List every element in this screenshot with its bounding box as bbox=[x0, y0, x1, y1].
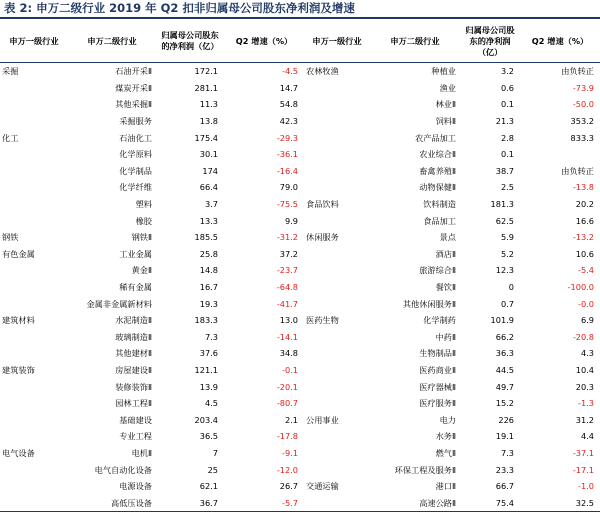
cell-l1-left bbox=[0, 478, 68, 495]
table-row bbox=[0, 445, 600, 462]
cell-l1-right bbox=[304, 395, 370, 412]
table-row bbox=[0, 196, 600, 213]
header-growth-left: Q2 增速（%） bbox=[224, 20, 304, 63]
cell-profit-right: 0.6 bbox=[500, 82, 514, 93]
cell-l1-left bbox=[0, 212, 68, 229]
cell-profit-right: 0.1 bbox=[500, 99, 514, 110]
industry-profit-table bbox=[0, 20, 600, 512]
cell-l2-right: 酒店Ⅱ bbox=[435, 248, 456, 259]
cell-l2-left: 装修装饰Ⅱ bbox=[115, 381, 152, 392]
cell-l1-right bbox=[304, 428, 370, 445]
cell-profit-left: 66.4 bbox=[199, 182, 218, 193]
cell-l1-left bbox=[0, 378, 68, 395]
cell-profit-left: 172.1 bbox=[194, 66, 218, 77]
cell-l2-left: 黄金Ⅱ bbox=[131, 265, 152, 276]
cell-l2-left: 金属非金属新材料 bbox=[86, 298, 152, 309]
cell-l1-right bbox=[304, 212, 370, 229]
cell-profit-left: 13.3 bbox=[199, 215, 218, 226]
table-row bbox=[0, 129, 600, 146]
header-l2-right: 申万二级行业 bbox=[370, 20, 460, 63]
cell-growth-right: -17.1 bbox=[572, 464, 594, 475]
cell-l1-right bbox=[304, 262, 370, 279]
cell-profit-left: 7.3 bbox=[204, 331, 218, 342]
cell-l1-left bbox=[0, 80, 68, 97]
cell-l2-left: 其他采掘Ⅱ bbox=[115, 99, 152, 110]
cell-growth-right: -100.0 bbox=[567, 282, 594, 293]
cell-l2-left: 房屋建设Ⅱ bbox=[115, 364, 152, 375]
cell-profit-left: 7 bbox=[212, 447, 218, 458]
cell-growth-left: -5.7 bbox=[224, 494, 304, 511]
cell-profit-left: 37.6 bbox=[199, 348, 218, 359]
cell-profit-right: 15.2 bbox=[495, 398, 514, 409]
cell-growth-left: 42.3 bbox=[279, 116, 298, 127]
cell-l1-right bbox=[304, 494, 370, 511]
cell-profit-right: 0 bbox=[508, 282, 514, 293]
cell-l2-left: 石油化工 bbox=[119, 132, 152, 143]
cell-profit-right: 2.5 bbox=[500, 182, 514, 193]
table-row bbox=[0, 478, 600, 495]
cell-l2-left: 钢铁Ⅱ bbox=[131, 232, 152, 243]
header-l2-left: 申万二级行业 bbox=[68, 20, 156, 63]
cell-growth-left: -16.4 bbox=[276, 165, 298, 176]
cell-l2-left: 基础建设 bbox=[119, 414, 152, 425]
cell-l1-right: 休闲服务 bbox=[306, 232, 339, 243]
cell-l2-left: 橡胶 bbox=[135, 215, 152, 226]
cell-profit-left: 25 bbox=[207, 464, 218, 475]
cell-l1-left bbox=[0, 163, 68, 180]
cell-profit-right: 5.9 bbox=[500, 232, 514, 243]
table-row bbox=[0, 329, 600, 346]
cell-l1-left bbox=[0, 345, 68, 362]
cell-growth-left: -29.3 bbox=[276, 132, 298, 143]
cell-profit-left: 3.7 bbox=[204, 199, 218, 210]
cell-l2-left: 工业金属 bbox=[119, 248, 152, 259]
cell-l2-left: 玻璃制造Ⅱ bbox=[115, 331, 152, 342]
table-row bbox=[0, 246, 600, 263]
cell-l1-left: 钢铁 bbox=[2, 232, 19, 243]
cell-profit-left: 185.5 bbox=[194, 232, 218, 243]
cell-l2-left: 电气自动化设备 bbox=[94, 464, 152, 475]
cell-profit-left: 36.5 bbox=[199, 431, 218, 442]
cell-l2-right: 电力 bbox=[439, 414, 456, 425]
cell-growth-left: 54.8 bbox=[279, 99, 298, 110]
cell-profit-right: 226 bbox=[498, 414, 514, 425]
cell-growth-left: 14.7 bbox=[279, 82, 298, 93]
cell-l2-left: 煤炭开采Ⅱ bbox=[115, 82, 152, 93]
table-row bbox=[0, 163, 600, 180]
cell-profit-right: 7.3 bbox=[500, 447, 514, 458]
cell-profit-left: 203.4 bbox=[194, 414, 218, 425]
cell-l2-right: 林业Ⅱ bbox=[435, 99, 456, 110]
cell-profit-left: 30.1 bbox=[199, 149, 218, 160]
cell-l1-right: 食品饮料 bbox=[306, 199, 339, 210]
cell-l1-left bbox=[0, 146, 68, 163]
cell-profit-right: 36.3 bbox=[495, 348, 514, 359]
cell-growth-right: 32.5 bbox=[520, 494, 600, 511]
cell-growth-right: 10.6 bbox=[575, 248, 594, 259]
cell-l2-right: 水务Ⅱ bbox=[435, 431, 456, 442]
cell-l1-right bbox=[304, 279, 370, 296]
cell-growth-right: 31.2 bbox=[575, 414, 594, 425]
cell-profit-left: 175.4 bbox=[194, 132, 218, 143]
cell-profit-left: 11.3 bbox=[199, 99, 218, 110]
cell-l2-right: 港口Ⅱ bbox=[435, 481, 456, 492]
cell-l1-right bbox=[304, 129, 370, 146]
cell-growth-left: -80.7 bbox=[276, 398, 298, 409]
cell-profit-right: 0.1 bbox=[500, 149, 514, 160]
cell-l1-left bbox=[0, 494, 68, 511]
cell-growth-right: -73.9 bbox=[572, 82, 594, 93]
cell-l1-right bbox=[304, 96, 370, 113]
cell-l1-left: 化工 bbox=[2, 132, 19, 143]
table-row bbox=[0, 378, 600, 395]
cell-l2-right: 旅游综合Ⅱ bbox=[419, 265, 456, 276]
cell-l1-right: 交通运输 bbox=[306, 481, 339, 492]
cell-profit-left: 19.3 bbox=[199, 298, 218, 309]
cell-profit-right: 181.3 bbox=[490, 199, 514, 210]
cell-profit-right: 23.3 bbox=[495, 464, 514, 475]
cell-l1-left: 采掘 bbox=[2, 66, 19, 77]
cell-growth-right: -37.1 bbox=[572, 447, 594, 458]
cell-profit-left: 13.8 bbox=[199, 116, 218, 127]
table-title: 表 2: 申万二级行业 2019 年 Q2 扣非归属母公司股东净利润及增速 bbox=[4, 1, 355, 15]
table-row bbox=[0, 113, 600, 130]
table-row bbox=[0, 312, 600, 329]
cell-growth-left: -20.1 bbox=[276, 381, 298, 392]
cell-growth-left: -14.1 bbox=[276, 331, 298, 342]
cell-l2-right: 农业综合Ⅱ bbox=[419, 149, 456, 160]
cell-l1-left: 电气设备 bbox=[2, 447, 35, 458]
cell-profit-right: 0.7 bbox=[500, 298, 514, 309]
cell-profit-right: 19.1 bbox=[495, 431, 514, 442]
cell-profit-right: 38.7 bbox=[495, 165, 514, 176]
cell-l2-left: 其他建材Ⅱ bbox=[115, 348, 152, 359]
cell-l2-right: 生物制品Ⅱ bbox=[419, 348, 456, 359]
cell-l1-right bbox=[304, 179, 370, 196]
cell-l2-left: 采掘服务 bbox=[119, 116, 152, 127]
cell-l2-left: 化学原料 bbox=[119, 149, 152, 160]
cell-l1-right bbox=[304, 295, 370, 312]
cell-l1-left bbox=[0, 461, 68, 478]
cell-growth-left: -31.2 bbox=[276, 232, 298, 243]
table-row bbox=[0, 395, 600, 412]
cell-l2-right: 渔业 bbox=[439, 82, 456, 93]
cell-growth-left: -64.8 bbox=[276, 282, 298, 293]
cell-growth-right: -20.8 bbox=[572, 331, 594, 342]
cell-growth-right: 20.3 bbox=[575, 381, 594, 392]
header-l1-left: 申万一级行业 bbox=[0, 20, 68, 63]
cell-l1-right bbox=[304, 146, 370, 163]
table-row bbox=[0, 295, 600, 312]
cell-l2-left: 电机Ⅱ bbox=[131, 447, 152, 458]
cell-l2-right: 食品加工 bbox=[423, 215, 456, 226]
cell-growth-left: -4.5 bbox=[282, 66, 298, 77]
cell-profit-right: 66.7 bbox=[495, 481, 514, 492]
cell-l1-left bbox=[0, 295, 68, 312]
cell-growth-right: -50.0 bbox=[572, 99, 594, 110]
cell-growth-right: 16.6 bbox=[575, 215, 594, 226]
cell-growth-left: 37.2 bbox=[279, 248, 298, 259]
cell-l2-right: 动物保健Ⅱ bbox=[419, 182, 456, 193]
cell-profit-left: 4.5 bbox=[204, 398, 218, 409]
cell-profit-right: 5.2 bbox=[500, 248, 514, 259]
cell-profit-right: 75.4 bbox=[460, 494, 520, 511]
cell-growth-right: 由负转正 bbox=[561, 66, 594, 77]
cell-l2-left: 高低压设备 bbox=[68, 494, 156, 511]
cell-l2-right: 环保工程及服务Ⅱ bbox=[394, 464, 456, 475]
cell-growth-right: -1.0 bbox=[578, 481, 594, 492]
title-rule bbox=[0, 17, 600, 19]
table-row bbox=[0, 262, 600, 279]
cell-l1-right bbox=[304, 329, 370, 346]
cell-l1-left: 有色金属 bbox=[2, 248, 35, 259]
cell-l2-right: 餐饮Ⅱ bbox=[435, 282, 456, 293]
cell-l1-left bbox=[0, 196, 68, 213]
cell-l1-right bbox=[304, 80, 370, 97]
table-row bbox=[0, 461, 600, 478]
cell-l1-left bbox=[0, 428, 68, 445]
cell-growth-right: -1.3 bbox=[578, 398, 594, 409]
cell-l2-right: 医疗器械Ⅱ bbox=[419, 381, 456, 392]
cell-l2-right: 医药商业Ⅱ bbox=[419, 364, 456, 375]
cell-l2-right: 景点 bbox=[439, 232, 456, 243]
cell-growth-right: -13.8 bbox=[572, 182, 594, 193]
cell-l1-right bbox=[304, 246, 370, 263]
table-row bbox=[0, 279, 600, 296]
cell-l2-right: 燃气Ⅱ bbox=[435, 447, 456, 458]
table-row bbox=[0, 411, 600, 428]
table-row bbox=[0, 345, 600, 362]
cell-growth-left: -0.1 bbox=[282, 364, 298, 375]
cell-growth-right: 6.9 bbox=[580, 315, 594, 326]
cell-growth-right bbox=[520, 146, 600, 163]
cell-growth-right: -13.2 bbox=[572, 232, 594, 243]
cell-profit-right: 44.5 bbox=[495, 364, 514, 375]
cell-growth-left: -9.1 bbox=[282, 447, 298, 458]
cell-profit-right: 12.3 bbox=[495, 265, 514, 276]
cell-l2-left: 化学纤维 bbox=[119, 182, 152, 193]
cell-growth-left: 9.9 bbox=[284, 215, 298, 226]
cell-l1-right bbox=[304, 163, 370, 180]
cell-l2-right: 高速公路Ⅱ bbox=[370, 494, 460, 511]
cell-growth-left: 26.7 bbox=[279, 481, 298, 492]
table-body bbox=[0, 63, 600, 512]
table-row bbox=[0, 229, 600, 246]
cell-profit-right: 3.2 bbox=[500, 66, 514, 77]
cell-l1-left bbox=[0, 113, 68, 130]
cell-growth-right: -5.4 bbox=[578, 265, 594, 276]
table-row bbox=[0, 63, 600, 80]
cell-l1-right bbox=[304, 461, 370, 478]
cell-l2-right: 种植业 bbox=[431, 66, 456, 77]
cell-growth-right: 353.2 bbox=[570, 116, 594, 127]
cell-l1-left: 建筑装饰 bbox=[2, 364, 35, 375]
table-row bbox=[0, 428, 600, 445]
cell-profit-right: 2.8 bbox=[500, 132, 514, 143]
cell-growth-right: 4.4 bbox=[580, 431, 594, 442]
cell-l2-left: 塑料 bbox=[135, 199, 152, 210]
cell-profit-right: 66.2 bbox=[495, 331, 514, 342]
cell-l1-left bbox=[0, 411, 68, 428]
cell-l1-right bbox=[304, 113, 370, 130]
cell-profit-left: 281.1 bbox=[194, 82, 218, 93]
cell-growth-left: -23.7 bbox=[276, 265, 298, 276]
cell-growth-left: 34.8 bbox=[279, 348, 298, 359]
cell-growth-right: 10.4 bbox=[575, 364, 594, 375]
cell-l1-left bbox=[0, 279, 68, 296]
cell-l2-right: 医疗服务Ⅱ bbox=[419, 398, 456, 409]
cell-l1-left bbox=[0, 179, 68, 196]
table-row bbox=[0, 362, 600, 379]
cell-l2-left: 石油开采Ⅱ bbox=[115, 66, 152, 77]
table-row bbox=[0, 494, 600, 511]
cell-growth-left: 2.1 bbox=[284, 414, 298, 425]
table-row bbox=[0, 146, 600, 163]
header-profit-left: 归属母公司股东的净利润（亿） bbox=[156, 20, 224, 63]
cell-l2-left: 专业工程 bbox=[119, 431, 152, 442]
header-profit-right: 归属母公司股东的净利润（亿） bbox=[460, 20, 520, 63]
cell-growth-left: -75.5 bbox=[276, 199, 298, 210]
cell-l2-left: 化学制品 bbox=[119, 165, 152, 176]
cell-profit-right: 62.5 bbox=[495, 215, 514, 226]
cell-l1-right bbox=[304, 345, 370, 362]
cell-profit-left: 36.7 bbox=[156, 494, 224, 511]
cell-l1-left bbox=[0, 96, 68, 113]
cell-l1-left bbox=[0, 262, 68, 279]
cell-growth-right: 833.3 bbox=[570, 132, 594, 143]
header-l1-right: 申万一级行业 bbox=[304, 20, 370, 63]
cell-l2-left: 水泥制造Ⅱ bbox=[115, 315, 152, 326]
cell-growth-left: 13.0 bbox=[279, 315, 298, 326]
cell-l1-left bbox=[0, 329, 68, 346]
cell-l1-right: 医药生物 bbox=[306, 315, 339, 326]
cell-growth-right: 20.2 bbox=[575, 199, 594, 210]
cell-l2-right: 饮料制造 bbox=[423, 199, 456, 210]
cell-l2-right: 畜禽养殖Ⅱ bbox=[419, 165, 456, 176]
cell-profit-left: 62.1 bbox=[199, 481, 218, 492]
cell-l2-right: 农产品加工 bbox=[415, 132, 456, 143]
cell-profit-left: 183.3 bbox=[194, 315, 218, 326]
cell-l1-left: 建筑材料 bbox=[2, 315, 35, 326]
cell-l1-right bbox=[304, 445, 370, 462]
cell-profit-right: 21.3 bbox=[495, 116, 514, 127]
cell-growth-right: 4.3 bbox=[580, 348, 594, 359]
cell-growth-right: -0.0 bbox=[578, 298, 594, 309]
cell-l1-right: 农林牧渔 bbox=[306, 66, 339, 77]
table-row bbox=[0, 212, 600, 229]
cell-profit-right: 101.9 bbox=[490, 315, 514, 326]
header-growth-right: Q2 增速（%） bbox=[520, 20, 600, 63]
cell-l2-left: 园林工程Ⅱ bbox=[115, 398, 152, 409]
header-row bbox=[0, 20, 600, 63]
table-row bbox=[0, 80, 600, 97]
cell-growth-left: 79.0 bbox=[279, 182, 298, 193]
table-row bbox=[0, 96, 600, 113]
cell-growth-left: -41.7 bbox=[276, 298, 298, 309]
cell-growth-right: 由负转正 bbox=[561, 165, 594, 176]
cell-profit-left: 174 bbox=[202, 165, 218, 176]
cell-l1-right bbox=[304, 378, 370, 395]
cell-growth-left: -12.0 bbox=[276, 464, 298, 475]
cell-l1-right: 公用事业 bbox=[306, 414, 339, 425]
cell-l1-right bbox=[304, 362, 370, 379]
cell-l1-left bbox=[0, 395, 68, 412]
cell-profit-left: 16.7 bbox=[199, 282, 218, 293]
cell-profit-left: 13.9 bbox=[199, 381, 218, 392]
cell-profit-left: 14.8 bbox=[199, 265, 218, 276]
cell-growth-left: -17.8 bbox=[276, 431, 298, 442]
cell-l2-right: 中药Ⅱ bbox=[435, 331, 456, 342]
cell-profit-left: 121.1 bbox=[194, 364, 218, 375]
cell-l2-left: 稀有金属 bbox=[119, 282, 152, 293]
cell-l2-right: 其他休闲服务Ⅱ bbox=[402, 298, 456, 309]
table-row bbox=[0, 179, 600, 196]
cell-profit-right: 49.7 bbox=[495, 381, 514, 392]
cell-l2-left: 电源设备 bbox=[119, 481, 152, 492]
cell-l2-right: 饲料Ⅱ bbox=[435, 116, 456, 127]
cell-l2-right: 化学制药 bbox=[423, 315, 456, 326]
cell-growth-left: -36.1 bbox=[276, 149, 298, 160]
cell-profit-left: 25.8 bbox=[199, 248, 218, 259]
